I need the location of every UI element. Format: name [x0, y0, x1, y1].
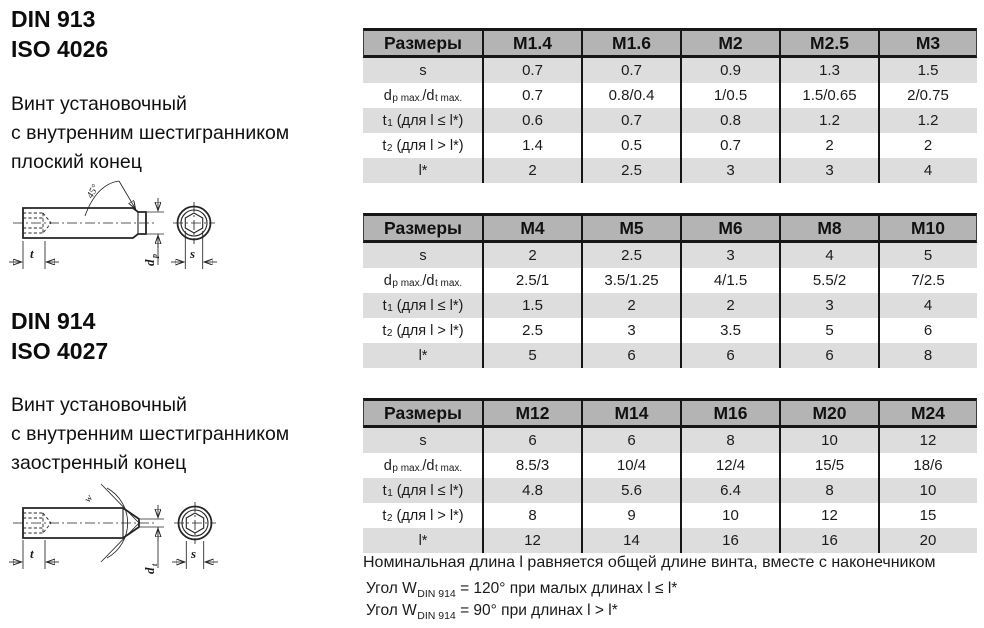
description-line: Винт установочный [11, 93, 187, 115]
table-column-header: M1.4 [482, 31, 581, 55]
iso-number: ISO 4027 [11, 338, 109, 364]
table-cell: 1.2 [779, 108, 878, 133]
chamfer-angle-label: 45° [84, 182, 102, 201]
table-cell: 0.7 [680, 133, 779, 158]
table-cell: 8 [878, 343, 976, 368]
description-din914 [11, 391, 289, 478]
subscript-text: p max. [392, 463, 423, 474]
table-column-header: M5 [581, 216, 680, 240]
table-cell: 1.5/0.65 [779, 83, 878, 108]
text-part: Угол W [366, 602, 417, 619]
table-row [363, 343, 977, 368]
text-part: d [383, 457, 392, 474]
subscript-text: 1 [387, 303, 393, 314]
table-cell: 16 [680, 528, 779, 553]
table-cell: 1.5 [878, 58, 976, 83]
table-cell: 12 [482, 528, 581, 553]
technical-drawing-flat-point [5, 168, 237, 300]
text-part: s [419, 62, 427, 79]
table-row-label [364, 158, 482, 183]
table-cell: 5 [482, 343, 581, 368]
table-cell: 20 [878, 528, 976, 553]
table-row [363, 133, 977, 158]
dimensions-table-m4-m10 [363, 213, 977, 368]
point-diameter-label [142, 254, 159, 266]
table-cell: 16 [779, 528, 878, 553]
table-cell: 6.4 [680, 478, 779, 503]
table-cell: 10 [878, 478, 976, 503]
table-row-label [364, 83, 482, 108]
table-cell: 5 [878, 243, 976, 268]
table-cell: 1.5 [482, 293, 581, 318]
table-corner-header: Размеры [384, 217, 462, 238]
table-cell: 0.5 [581, 133, 680, 158]
table-row [363, 268, 977, 293]
table-cell: 6 [680, 343, 779, 368]
description-line: с внутренним шестигранником [11, 423, 290, 445]
table-row-label [364, 453, 482, 478]
table-cell: 0.7 [482, 58, 581, 83]
text-part: (для l ≤ l*) [392, 112, 464, 129]
table-cell: 2 [878, 133, 976, 158]
text-part: d [383, 87, 392, 104]
table-cell: 2 [482, 243, 581, 268]
table-row [363, 318, 977, 343]
table-cell: 0.9 [680, 58, 779, 83]
table-row-label [364, 503, 482, 528]
table-row [363, 478, 977, 503]
table-cell: 2 [779, 133, 878, 158]
table-row-label [364, 478, 482, 503]
subscript-text: DIN 914 [417, 587, 456, 600]
dimensions-table-m12-m24 [363, 398, 977, 553]
table-cell: 12/4 [680, 453, 779, 478]
table-column-header: M2 [680, 31, 779, 55]
table-cell: 2/0.75 [878, 83, 976, 108]
table-cell: 2.5 [581, 243, 680, 268]
table-column-header: M16 [680, 401, 779, 425]
table-row [363, 243, 977, 268]
table-cell: 2.5 [482, 318, 581, 343]
table-header-row [363, 28, 977, 58]
text-part: t [382, 112, 387, 129]
text-part: s [419, 247, 427, 264]
subscript-text: DIN 914 [417, 609, 456, 622]
table-column-header: M1.6 [581, 31, 680, 55]
table-cell: 0.8 [680, 108, 779, 133]
table-cell: 6 [581, 343, 680, 368]
table-column-header: M24 [878, 401, 976, 425]
table-row [363, 108, 977, 133]
table-cell: 0.6 [482, 108, 581, 133]
table-cell: 2.5 [581, 158, 680, 183]
subscript-text: 2 [386, 328, 393, 339]
table-cell: 0.7 [581, 108, 680, 133]
table-row-label [364, 268, 482, 293]
table-cell: 10 [779, 428, 878, 453]
table-corner-header: Размеры [384, 32, 462, 53]
subscript-text: p max. [392, 93, 423, 104]
note-nominal-length [363, 554, 936, 572]
diameter-letter: d [142, 567, 157, 574]
table-row-label [364, 133, 482, 158]
table-cell: 4 [878, 158, 976, 183]
table-cell: 1/0.5 [680, 83, 779, 108]
table-row [363, 83, 977, 108]
diameter-subscript: p [150, 254, 159, 258]
subscript-text: 2 [386, 143, 393, 154]
table-cell: 1.4 [482, 133, 581, 158]
table-cell: 0.7 [482, 83, 581, 108]
table-cell: 3 [779, 158, 878, 183]
table-row-label [364, 58, 482, 83]
table-cell: 6 [581, 428, 680, 453]
text-part: = 120° при малых длинах l ≤ l* [455, 580, 678, 597]
diameter-letter: d [142, 259, 157, 266]
note-angle-120 [366, 580, 677, 598]
socket-depth-label: t [30, 246, 34, 261]
din-number: DIN 913 [11, 6, 96, 32]
text-part: t [382, 137, 387, 154]
table-cell: 10/4 [581, 453, 680, 478]
iso-number: ISO 4026 [11, 36, 109, 62]
table-cell: 0.8/0.4 [581, 83, 680, 108]
table-column-header: M6 [680, 216, 779, 240]
dimensions-table-m1_4-m3 [363, 28, 977, 183]
table-cell: 0.7 [581, 58, 680, 83]
text-part: (для l ≤ l*) [392, 482, 464, 499]
table-row-label [364, 318, 482, 343]
standard-heading-din913 [11, 4, 108, 64]
table-cell: 5 [779, 318, 878, 343]
table-cell: 3 [680, 158, 779, 183]
table-cell: 4 [878, 293, 976, 318]
subscript-text: t max. [434, 93, 463, 104]
hex-size-label: s [190, 246, 196, 261]
table-cell: 3 [680, 243, 779, 268]
table-row-label [364, 293, 482, 318]
text-part: (для l > l*) [392, 137, 464, 154]
text-part: (для l > l*) [392, 507, 464, 524]
table-row-label [364, 528, 482, 553]
technical-drawing-cone-point [5, 473, 237, 581]
text-part: /d [422, 457, 435, 474]
socket-depth-label: t [30, 546, 34, 561]
table-row [363, 503, 977, 528]
table-cell: 8.5/3 [482, 453, 581, 478]
table-column-header: M8 [779, 216, 878, 240]
text-part: d [383, 272, 392, 289]
table-cell: 2 [482, 158, 581, 183]
tip-diameter-label [142, 563, 159, 574]
table-cell: 4/1.5 [680, 268, 779, 293]
table-row [363, 158, 977, 183]
subscript-text: t max. [434, 278, 463, 289]
table-cell: 15 [878, 503, 976, 528]
table-cell: 3.5/1.25 [581, 268, 680, 293]
description-line: с внутренним шестигранником [11, 122, 290, 144]
table-cell: 1.2 [878, 108, 976, 133]
table-row [363, 528, 977, 553]
table-corner-header: Размеры [384, 402, 462, 423]
table-cell: 2 [680, 293, 779, 318]
text-part: l* [418, 162, 428, 179]
subscript-text: 2 [386, 513, 393, 524]
subscript-text: 1 [387, 488, 393, 499]
subscript-text: t max. [434, 463, 463, 474]
text-part: t [382, 482, 387, 499]
description-line: плоский конец [11, 151, 142, 173]
table-row [363, 453, 977, 478]
standard-heading-din914 [11, 306, 108, 366]
table-cell: 12 [878, 428, 976, 453]
table-cell: 3 [581, 318, 680, 343]
din-number: DIN 914 [11, 308, 96, 334]
table-cell: 6 [482, 428, 581, 453]
text-part: (для l ≤ l*) [392, 297, 464, 314]
table-cell: 6 [878, 318, 976, 343]
text-part: l* [418, 347, 428, 364]
description-line: заостренный конец [11, 452, 187, 474]
text-part: t [382, 322, 387, 339]
table-cell: 8 [482, 503, 581, 528]
table-cell: 2 [581, 293, 680, 318]
text-part: = 90° при длинах l > l* [455, 602, 618, 619]
table-cell: 10 [680, 503, 779, 528]
description-din913 [11, 90, 289, 177]
description-line: Винт установочный [11, 394, 187, 416]
table-cell: 5.5/2 [779, 268, 878, 293]
table-cell: 3.5 [680, 318, 779, 343]
table-header-row [363, 398, 977, 428]
table-column-header: M12 [482, 401, 581, 425]
cone-angle-label: w [82, 492, 96, 505]
table-column-header: M14 [581, 401, 680, 425]
table-cell: 3 [779, 293, 878, 318]
table-column-header: M4 [482, 216, 581, 240]
table-row [363, 428, 977, 453]
table-cell: 9 [581, 503, 680, 528]
note-angle-90 [366, 602, 618, 620]
table-cell: 5.6 [581, 478, 680, 503]
table-cell: 7/2.5 [878, 268, 976, 293]
table-cell: 1.3 [779, 58, 878, 83]
table-row [363, 293, 977, 318]
table-row-label [364, 428, 482, 453]
diameter-subscript: t [150, 563, 159, 566]
table-column-header: M10 [878, 216, 976, 240]
subscript-text: p max. [392, 278, 423, 289]
text-part: /d [422, 272, 435, 289]
table-cell: 14 [581, 528, 680, 553]
text-part: t [382, 297, 387, 314]
hex-size-label: s [191, 546, 197, 561]
table-row-label [364, 343, 482, 368]
text-part: Номинальная длина l равняется общей длине винта, вместе с наконечником [363, 554, 936, 571]
table-cell: 2.5/1 [482, 268, 581, 293]
table-cell: 6 [779, 343, 878, 368]
table-cell: 8 [779, 478, 878, 503]
table-row-label [364, 243, 482, 268]
table-column-header: M3 [878, 31, 976, 55]
table-cell: 15/5 [779, 453, 878, 478]
subscript-text: 1 [387, 118, 393, 129]
text-part: s [419, 432, 427, 449]
table-column-header: M2.5 [779, 31, 878, 55]
text-part: Угол W [366, 580, 417, 597]
text-part: /d [422, 87, 435, 104]
table-cell: 8 [680, 428, 779, 453]
table-column-header: M20 [779, 401, 878, 425]
table-cell: 4 [779, 243, 878, 268]
table-row [363, 58, 977, 83]
table-row-label [364, 108, 482, 133]
text-part: (для l > l*) [392, 322, 464, 339]
table-cell: 12 [779, 503, 878, 528]
table-cell: 18/6 [878, 453, 976, 478]
text-part: t [382, 507, 387, 524]
text-part: l* [418, 532, 428, 549]
table-cell: 4.8 [482, 478, 581, 503]
table-header-row [363, 213, 977, 243]
